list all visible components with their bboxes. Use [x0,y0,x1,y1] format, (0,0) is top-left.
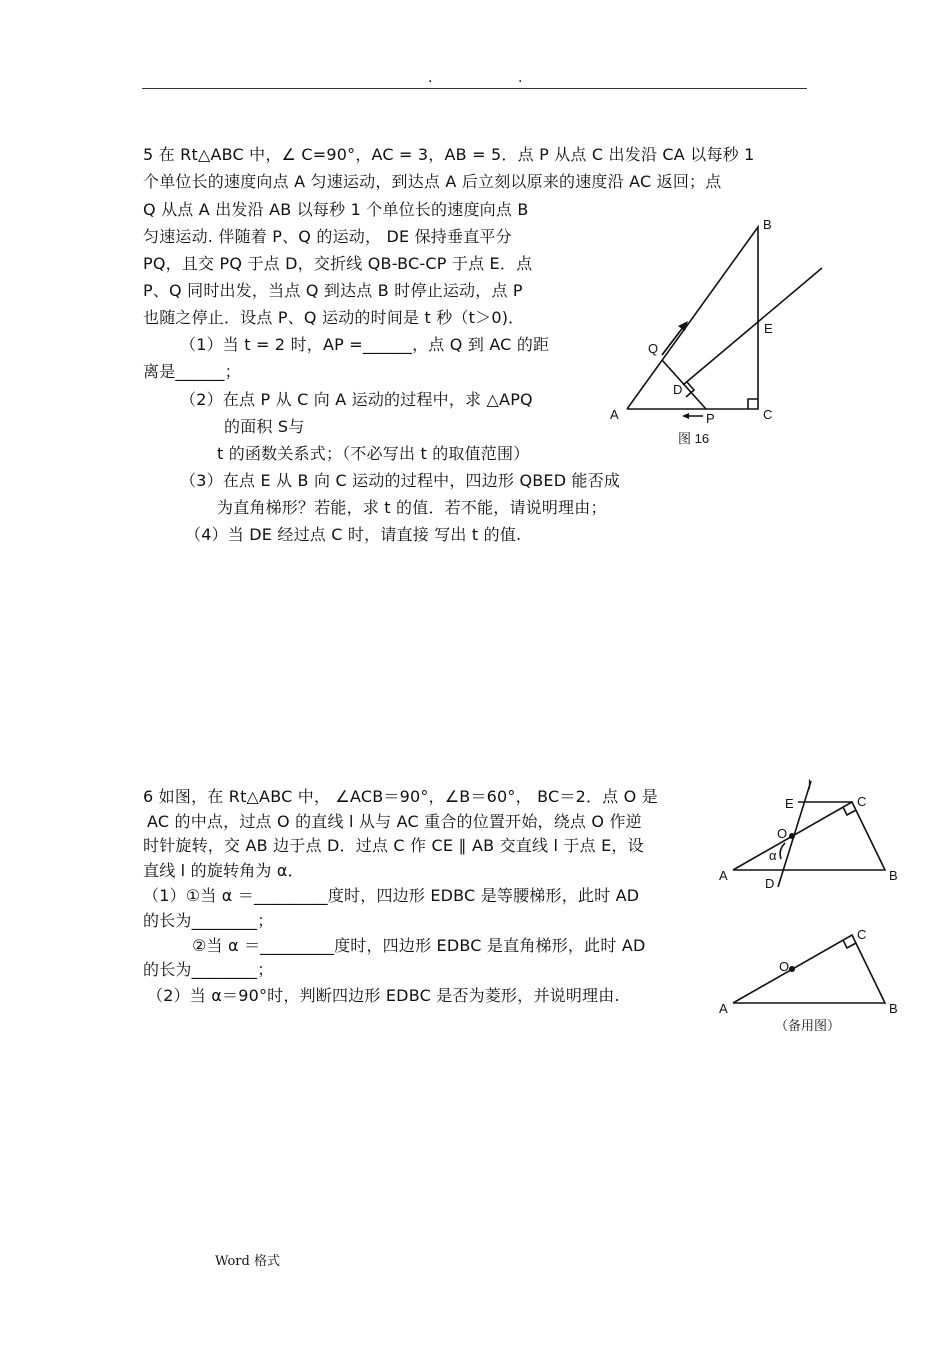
p5-line-4: 匀速运动. 伴随着 P、Q 的运动， DE 保持垂直平分 [143,227,512,246]
p5-line-2: 个单位长的速度向点 A 匀速运动，到达点 A 后立刻以原来的速度沿 AC 返回；点 [143,172,722,191]
arrow-p-head-icon [682,413,689,419]
p6-line-4: 直线 l 的旋转角为 α． [143,861,304,880]
header-dot-left: . [428,70,433,86]
p5-line-1: 5 在 Rt△ABC 中，∠ C=90°，AC = 3，AB = 5．点 P 从点 C 出发沿 CA 以每秒 1 [143,145,755,164]
line-de [683,268,822,385]
label-c-spare: C [857,927,867,942]
label-b: B [763,217,772,232]
label-l: l [808,777,811,792]
p5-line-11: 的面积 S与 [224,417,305,436]
p5-line-12: t 的函数关系式；（不必写出 t 的取值范围） [217,444,530,463]
figure-caption: 图 16 [678,431,710,446]
p5-line-10: （2）在点 P 从 C 向 A 运动的过程中，求 △APQ [180,390,533,409]
p5-line-3: Q 从点 A 出发沿 AB 以每秒 1 个单位长的速度向点 B [143,200,529,219]
p6-line-1: 6 如图，在 Rt△ABC 中， ∠ACB＝90°，∠B＝60°， BC＝2．点 O 是 [143,787,658,806]
triangle-abc [627,227,758,409]
triangle-abc-spare [733,935,885,1003]
label-o-spare: O [779,959,790,974]
p5-line-8: （1）当 t = 2 时，AP =______，点 Q 到 AC 的距 [180,335,550,354]
right-angle-c [748,399,758,409]
p6-line-7: ②当 α ＝_________度时，四边形 EDBC 是直角梯形，此时 AD [192,936,646,955]
p5-line-14: 为直角梯形？若能，求 t 的值．若不能，请说明理由； [217,498,607,517]
arrow-q-head-icon [678,321,688,331]
label-d-6: D [765,876,775,891]
figure-6-main [715,775,905,895]
right-angle-c-spare [843,940,856,948]
p6-line-6: 的长为________； [143,911,274,930]
label-d: D [673,382,683,397]
label-a-6: A [719,868,728,883]
point-o-spare-icon [789,966,795,972]
label-b-6: B [889,868,898,883]
p5-line-13: （3）在点 E 从 B 向 C 运动的过程中，四边形 QBED 能否成 [180,471,621,490]
figure-spare-caption: （备用图） [775,1018,841,1033]
p5-line-9: 离是______； [143,362,241,381]
label-e: E [764,321,773,336]
label-b-spare: B [889,1001,898,1016]
label-a: A [610,407,619,422]
p5-line-15: （4）当 DE 经过点 C 时，请直接 写出 t 的值. [185,525,522,544]
p6-line-9: （2）当 α＝90°时，判断四边形 EDBC 是否为菱形，并说明理由. [147,986,620,1005]
label-c: C [763,407,773,422]
p6-line-5: （1）①当 α ＝_________度时，四边形 EDBC 是等腰梯形，此时 AD [143,886,640,905]
triangle-abc-6 [733,802,885,870]
figure-6-spare [715,925,905,1040]
p5-line-5: PQ，且交 PQ 于点 D，交折线 QB-BC-CP 于点 E．点 [143,254,533,273]
label-c-6: C [857,794,867,809]
header-dot-right: . [518,70,523,86]
label-q: Q [648,341,659,356]
right-angle-c-6 [843,807,856,815]
angle-alpha-arc [780,843,785,859]
footer-text: Word 格式 [215,1254,280,1269]
p5-line-6: P、Q 同时出发，当点 Q 到达点 B 时停止运动，点 P [143,281,523,300]
label-e-6: E [785,796,794,811]
point-o-icon [789,833,795,839]
p6-line-2: AC 的中点，过点 O 的直线 l 从与 AC 重合的位置开始，绕点 O 作逆 [147,812,642,831]
arrow-q-icon [662,326,684,355]
label-o-6: O [777,826,788,841]
label-p: P [706,411,715,426]
p5-line-7: 也随之停止．设点 P、Q 运动的时间是 t 秒（t＞0)． [143,308,525,327]
figure-16 [600,210,840,455]
p6-line-3: 时针旋转，交 AB 边于点 D．过点 C 作 CE ∥ AB 交直线 l 于点 E，设 [143,836,644,855]
label-a-spare: A [719,1001,728,1016]
header-rule [142,88,807,89]
label-alpha: α [769,848,777,863]
p6-line-8: 的长为________； [143,960,274,979]
